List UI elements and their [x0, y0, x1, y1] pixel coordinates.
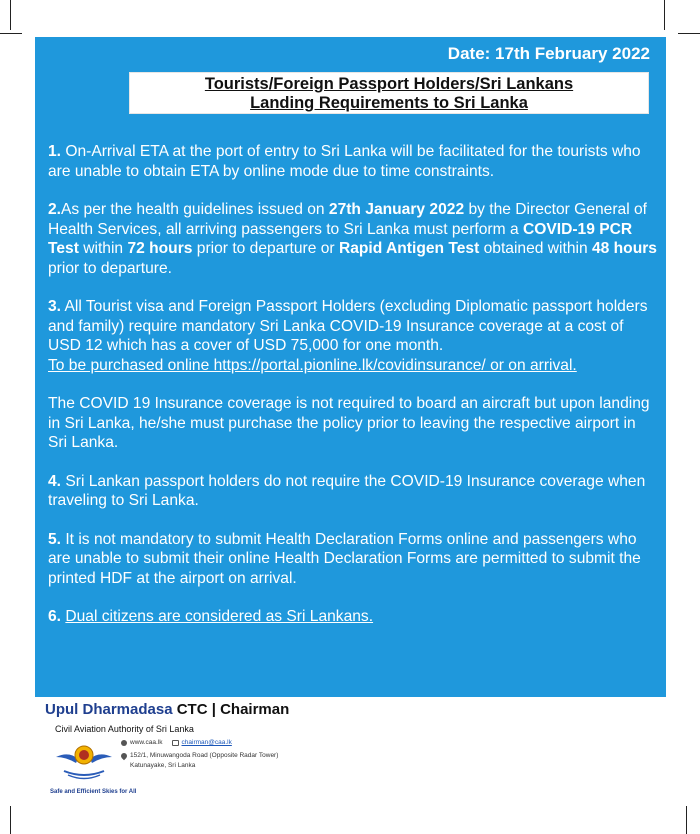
- paragraph-number: 6.: [48, 608, 62, 625]
- paragraph-number: 4.: [48, 472, 62, 490]
- text-run: within: [78, 240, 128, 257]
- paragraph-number: 1.: [48, 143, 62, 160]
- organization-name: Civil Aviation Authority of Sri Lanka: [55, 724, 194, 734]
- contact-block: [121, 738, 278, 771]
- notice-date: Date: 17th February 2022: [447, 44, 650, 63]
- paragraph-4: [48, 472, 658, 511]
- text-run: prior to departure.: [48, 259, 172, 277]
- signature-line: [45, 701, 289, 718]
- text-run: obtained within: [479, 240, 592, 257]
- contact-row-web: [121, 738, 278, 748]
- insurance-purchase-link[interactable]: To be purchased online https://portal.pionline.lk/covidinsurance/ or on arrival.: [48, 356, 577, 374]
- paragraph-1: [48, 142, 658, 181]
- website-text: www.caa.lk: [130, 739, 163, 746]
- contact-row-address: [121, 751, 278, 761]
- caa-logo: [54, 737, 114, 783]
- location-pin-icon: [120, 752, 128, 760]
- paragraph-text: All Tourist visa and Foreign Passport Holders (excluding Diplomatic passport holders and family) require mandatory Sri Lanka COVID-19 Insurance coverage at a cost of USD 12 which has a cover of USD 75,000 for one month.: [48, 298, 648, 354]
- address-line-2: Katunayake, Sri Lanka: [130, 762, 196, 769]
- crop-mark-bottom-right-v: [686, 806, 687, 834]
- paragraph-number: 5.: [48, 530, 62, 548]
- paragraph-text: It is not mandatory to submit Health Declaration Forms online and passengers who are unable to submit their online Health Declaration Forms are permitted to submit the printed HDF at the airport on arrival.: [48, 530, 641, 587]
- email-link[interactable]: chairman@caa.lk: [181, 739, 232, 746]
- paragraph-2: [48, 200, 658, 278]
- paragraph-text: On-Arrival ETA at the port of entry to Sri Lanka will be facilitated for the tourists who are unable to obtain ETA by online mode due to time constraints.: [48, 143, 641, 180]
- signatory-role: CTC | Chairman: [172, 701, 290, 718]
- bold-text: 48 hours: [591, 240, 657, 257]
- text-run: by the Director General of Health Services, all arriving passengers to Sri Lanka must perform a: [48, 201, 648, 238]
- notice-body: [48, 142, 658, 646]
- crop-mark-bottom-left-v: [10, 806, 11, 834]
- paragraph-number: 3.: [48, 298, 62, 315]
- text-run: prior to departure or: [192, 240, 339, 257]
- crop-mark-top-left-h: [0, 33, 22, 34]
- text-run: As per the health guidelines issued on: [61, 201, 329, 218]
- paragraph-3: [48, 297, 658, 375]
- bold-text: 27th January 2022: [328, 201, 465, 218]
- bold-text: Rapid Antigen Test: [338, 240, 480, 257]
- paragraph-text: Sri Lankan passport holders do not require the COVID-19 Insurance coverage when traveling to Sri Lanka.: [48, 472, 646, 509]
- paragraph-number: 2.: [48, 201, 62, 218]
- notice-title: [129, 72, 649, 114]
- crop-mark-top-right-h: [678, 33, 700, 34]
- tagline: Safe and Efficient Skies for All: [50, 789, 137, 795]
- mail-icon: [172, 740, 179, 746]
- paragraph-3b: The COVID 19 Insurance coverage is not required to board an aircraft but upon landing in Sri Lanka, he/she must purchase the policy prior to leaving the respective airport in Sri Lanka.: [48, 395, 650, 451]
- title-line-1: Tourists/Foreign Passport Holders/Sri Lankans: [204, 75, 574, 93]
- paragraph-5: [48, 530, 658, 589]
- globe-icon: [121, 740, 127, 746]
- paragraph-text: Dual citizens are considered as Sri Lankans.: [65, 608, 374, 625]
- crop-mark-top-right-v: [664, 0, 665, 30]
- signatory-name: Upul Dharmadasa: [45, 701, 173, 718]
- address-line-1: 152/1, Minuwangoda Road (Opposite Radar Tower): [130, 752, 279, 759]
- bold-text: 72 hours: [127, 240, 193, 257]
- bold-text: COVID-19 PCR Test: [48, 220, 633, 257]
- title-line-2: Landing Requirements to Sri Lanka: [250, 94, 528, 112]
- crop-mark-top-left-v: [10, 0, 11, 30]
- notice-panel: [35, 37, 666, 697]
- paragraph-6: [48, 607, 658, 627]
